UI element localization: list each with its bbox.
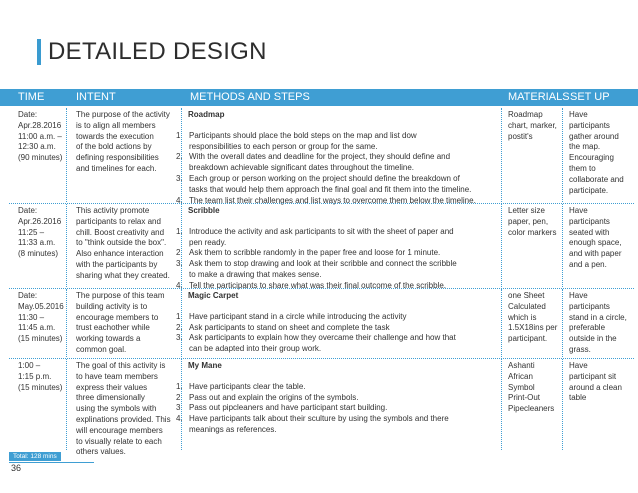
step-number: 2. bbox=[176, 392, 183, 402]
column-divider bbox=[66, 108, 67, 202]
step-number: 1. bbox=[176, 311, 183, 321]
setup-cell-line: and with paper bbox=[569, 249, 622, 259]
step-number: 1. bbox=[176, 226, 183, 236]
row-divider bbox=[9, 203, 634, 204]
setup-cell-line: gather around bbox=[569, 131, 619, 141]
time-cell-line: (15 minutes) bbox=[18, 334, 63, 344]
steps-list bbox=[176, 227, 501, 292]
materials-cell bbox=[508, 110, 562, 142]
time-cell-line: 11:25 – bbox=[18, 227, 45, 237]
step-number: 2. bbox=[176, 248, 183, 258]
step-text: With the overall dates and deadline for the project, they should define and bbox=[189, 152, 451, 162]
steps-list bbox=[176, 131, 501, 207]
setup-cell-line: around a clean bbox=[569, 382, 622, 392]
intent-cell-line: with the participants by bbox=[76, 259, 158, 269]
column-divider bbox=[562, 204, 563, 287]
materials-cell-line: Calculated bbox=[508, 301, 546, 311]
materials-cell-line: paper, pen, bbox=[508, 216, 549, 226]
column-divider bbox=[501, 204, 502, 287]
time-cell-line: May.05.2016 bbox=[18, 301, 64, 311]
intent-cell-line: and timelines for each. bbox=[76, 163, 157, 173]
step-item bbox=[176, 414, 501, 436]
time-cell-line: 1:15 p.m. bbox=[18, 371, 52, 381]
step-text: pen ready. bbox=[189, 237, 227, 247]
setup-cell-line: seated with bbox=[569, 227, 610, 237]
step-text: Have participants clear the table. bbox=[189, 381, 306, 391]
step-number: 3. bbox=[176, 403, 183, 413]
intent-cell-line: chill. Boost creativity and bbox=[76, 227, 165, 237]
methods-cell bbox=[176, 291, 501, 355]
time-cell-line: Apr.28.2016 bbox=[18, 120, 62, 130]
step-item bbox=[176, 196, 501, 207]
intent-cell bbox=[76, 110, 180, 175]
step-item bbox=[176, 174, 501, 196]
column-divider bbox=[562, 289, 563, 357]
intent-cell-line: is to align all members bbox=[76, 120, 156, 130]
materials-cell bbox=[508, 206, 562, 238]
intent-cell bbox=[76, 206, 180, 282]
setup-cell-line: participate. bbox=[569, 185, 609, 195]
setup-cell-line: stand in a circle, bbox=[569, 312, 627, 322]
time-cell-line: 1:00 – bbox=[18, 361, 41, 370]
materials-cell-line: postit's bbox=[508, 131, 533, 141]
intent-cell-line: Also enhance interaction bbox=[76, 249, 164, 259]
setup-cell bbox=[569, 361, 635, 404]
setup-cell bbox=[569, 206, 635, 271]
step-text: tasks that would help them approach the final goal and fit them into the timeline. bbox=[189, 184, 472, 194]
step-text: Ask participants to stand on sheet and complete the task bbox=[189, 322, 390, 332]
materials-cell-line: Pipecleaners bbox=[508, 404, 555, 414]
materials-cell-line: Ashanti bbox=[508, 361, 535, 370]
header-setup: SET UP bbox=[570, 91, 610, 103]
materials-cell-line: 1.5X18ins per bbox=[508, 323, 558, 333]
time-cell-line: Date: bbox=[18, 206, 38, 215]
time-cell-line: 12:30 a.m. bbox=[18, 142, 56, 152]
intent-cell bbox=[76, 361, 180, 458]
setup-cell-line: collaborate and bbox=[569, 174, 624, 184]
step-number: 1. bbox=[176, 381, 183, 391]
step-item bbox=[176, 403, 501, 414]
time-cell bbox=[18, 206, 66, 260]
intent-cell-line: defining responsibilities bbox=[76, 153, 159, 163]
time-cell-line: 11:00 a.m. – bbox=[18, 131, 62, 141]
title-accent-bar bbox=[37, 39, 41, 65]
step-text: breakdown achievable significant dates throughout the timeline. bbox=[189, 163, 415, 173]
step-number: 4. bbox=[176, 195, 183, 205]
step-text: Ask them to stop drawing and look at their scribble and connect the scribble bbox=[189, 259, 457, 269]
step-item bbox=[176, 131, 501, 153]
step-text: Participants should place the bold steps on the map and list dow bbox=[189, 130, 417, 140]
setup-cell bbox=[569, 110, 635, 196]
materials-cell-line: one Sheet bbox=[508, 291, 545, 300]
time-cell-line: Apr.26.2016 bbox=[18, 216, 62, 226]
intent-cell-line: sharing what they created. bbox=[76, 270, 170, 280]
setup-cell-line: the map. bbox=[569, 142, 601, 152]
materials-cell-line: Roadmap bbox=[508, 110, 543, 119]
intent-cell-line: to "think outside the box". bbox=[76, 238, 167, 248]
step-number: 2. bbox=[176, 152, 183, 162]
materials-cell-line: chart, marker, bbox=[508, 120, 557, 130]
materials-cell bbox=[508, 361, 562, 415]
intent-cell-line: using the symbols with bbox=[76, 404, 157, 414]
page-number: 36 bbox=[11, 463, 22, 473]
time-cell bbox=[18, 110, 66, 164]
setup-cell-line: Encouraging bbox=[569, 153, 614, 163]
intent-cell-line: The purpose of the activity bbox=[76, 110, 170, 119]
methods-cell bbox=[176, 110, 501, 206]
setup-cell-line: participants bbox=[569, 216, 610, 226]
step-text: The team list their challenges and list ways to overcome them below the timeline. bbox=[189, 195, 476, 205]
column-divider bbox=[501, 289, 502, 357]
step-text: Pass out pipcleaners and have participant start building. bbox=[189, 403, 388, 413]
intent-cell-line: encourage members to bbox=[76, 312, 159, 322]
time-cell bbox=[18, 361, 66, 393]
intent-cell-line: will encourage members bbox=[76, 425, 163, 435]
intent-cell-line: common goal. bbox=[76, 344, 127, 354]
time-cell-line: 11:30 – bbox=[18, 312, 45, 322]
setup-cell-line: participants bbox=[569, 301, 610, 311]
steps-list bbox=[176, 312, 501, 355]
activity-title: Scribble bbox=[188, 206, 220, 215]
intent-cell-line: to visually relate to each bbox=[76, 436, 162, 446]
column-divider bbox=[181, 289, 182, 357]
intent-cell-line: building activity is to bbox=[76, 301, 148, 311]
step-item bbox=[176, 259, 501, 281]
time-cell-line: Date: bbox=[18, 110, 38, 119]
footer-divider bbox=[9, 462, 94, 463]
column-divider bbox=[181, 204, 182, 287]
total-duration-badge: Total: 128 mins bbox=[9, 452, 61, 461]
time-cell-line: (15 minutes) bbox=[18, 382, 63, 392]
intent-cell-line: towards the execution bbox=[76, 131, 154, 141]
setup-cell bbox=[569, 291, 635, 356]
step-item bbox=[176, 281, 501, 292]
step-item bbox=[176, 323, 501, 334]
step-number: 4. bbox=[176, 414, 183, 424]
intent-cell-line: to have team members bbox=[76, 371, 158, 381]
time-cell-line: (90 minutes) bbox=[18, 153, 63, 163]
materials-cell-line: Letter size bbox=[508, 206, 545, 215]
step-text: Ask participants to explain how they overcame their challenge and how that bbox=[189, 333, 456, 343]
setup-cell-line: Have bbox=[569, 206, 588, 215]
step-text: can be adapted into their group work. bbox=[189, 344, 322, 354]
column-divider bbox=[501, 359, 502, 450]
column-divider bbox=[66, 204, 67, 287]
materials-cell bbox=[508, 291, 562, 345]
materials-cell-line: color markers bbox=[508, 227, 557, 237]
column-divider bbox=[66, 359, 67, 450]
materials-cell-line: African bbox=[508, 371, 533, 381]
intent-cell-line: of the bold actions by bbox=[76, 142, 152, 152]
methods-cell bbox=[176, 206, 501, 292]
materials-cell-line: Symbol bbox=[508, 382, 535, 392]
step-item bbox=[176, 312, 501, 323]
step-number: 3. bbox=[176, 173, 183, 183]
setup-cell-line: grass. bbox=[569, 344, 591, 354]
step-text: Introduce the activity and ask participants to sit with the sheet of paper and bbox=[189, 226, 454, 236]
intent-cell-line: working towards a bbox=[76, 334, 141, 344]
column-divider bbox=[181, 108, 182, 202]
setup-cell-line: enough space, bbox=[569, 238, 622, 248]
row-divider bbox=[9, 358, 634, 359]
step-number: 3. bbox=[176, 259, 183, 269]
intent-cell-line: The purpose of this team bbox=[76, 291, 165, 300]
column-divider bbox=[562, 359, 563, 450]
step-text: to make a drawing that makes sense. bbox=[189, 269, 322, 279]
setup-cell-line: preferable bbox=[569, 323, 606, 333]
step-item bbox=[176, 382, 501, 393]
row-divider bbox=[9, 288, 634, 289]
intent-cell-line: explinations provided. This bbox=[76, 414, 171, 424]
step-text: Have participant stand in a circle while introducing the activity bbox=[189, 311, 407, 321]
table-header bbox=[0, 89, 638, 106]
intent-cell-line: The goal of this activity is bbox=[76, 361, 166, 370]
step-item bbox=[176, 248, 501, 259]
step-text: Have participants talk about their sculture by using the symbols and there bbox=[189, 414, 449, 424]
setup-cell-line: Have bbox=[569, 361, 588, 370]
setup-cell-line: Have bbox=[569, 110, 588, 119]
setup-cell-line: and a pen. bbox=[569, 259, 607, 269]
intent-cell bbox=[76, 291, 180, 356]
intent-cell-line: trust eachother while bbox=[76, 323, 150, 333]
intent-cell-line: participants to relax and bbox=[76, 216, 161, 226]
materials-cell-line: which is bbox=[508, 312, 537, 322]
step-item bbox=[176, 227, 501, 249]
intent-cell-line: others values. bbox=[76, 447, 126, 457]
setup-cell-line: table bbox=[569, 393, 587, 403]
step-text: Tell the participants to share what was their final outcome of the scribble. bbox=[189, 280, 447, 290]
step-item bbox=[176, 393, 501, 404]
column-divider bbox=[501, 108, 502, 202]
steps-list bbox=[176, 382, 501, 436]
step-text: Each group or person working on the project should define the breakdown of bbox=[189, 173, 460, 183]
page-title: DETAILED DESIGN bbox=[48, 38, 267, 65]
column-divider bbox=[66, 289, 67, 357]
step-number: 3. bbox=[176, 333, 183, 343]
step-number: 4. bbox=[176, 280, 183, 290]
materials-cell-line: participant. bbox=[508, 334, 548, 344]
header-materials: MATERIALS bbox=[508, 91, 570, 103]
step-text: Pass out and explain the origins of the symbols. bbox=[189, 392, 359, 402]
intent-cell-line: This activity promote bbox=[76, 206, 150, 215]
setup-cell-line: outside in the bbox=[569, 334, 617, 344]
time-cell-line: (8 minutes) bbox=[18, 249, 59, 259]
step-text: meanings as references. bbox=[189, 424, 277, 434]
activity-title: Magic Carpet bbox=[188, 291, 239, 300]
methods-cell bbox=[176, 361, 501, 436]
intent-cell-line: express their values bbox=[76, 382, 148, 392]
materials-cell-line: Print-Out bbox=[508, 393, 541, 403]
intent-cell-line: three dimensionally bbox=[76, 393, 145, 403]
setup-cell-line: Have bbox=[569, 291, 588, 300]
header-methods: METHODS AND STEPS bbox=[190, 91, 310, 103]
time-cell-line: Date: bbox=[18, 291, 38, 300]
time-cell bbox=[18, 291, 66, 345]
activity-title: My Mane bbox=[188, 361, 222, 370]
header-time: TIME bbox=[18, 91, 45, 103]
activity-title: Roadmap bbox=[188, 110, 225, 119]
step-item bbox=[176, 333, 501, 355]
column-divider bbox=[181, 359, 182, 450]
page-title-block bbox=[37, 37, 267, 67]
time-cell-line: 11:33 a.m. bbox=[18, 238, 56, 248]
column-divider bbox=[562, 108, 563, 202]
step-number: 1. bbox=[176, 130, 183, 140]
header-intent: INTENT bbox=[76, 91, 116, 103]
setup-cell-line: participants bbox=[569, 120, 610, 130]
step-text: Ask them to scribble randomly in the paper free and loose for 1 minute. bbox=[189, 248, 441, 258]
step-number: 2. bbox=[176, 322, 183, 332]
setup-cell-line: participant sit bbox=[569, 371, 617, 381]
time-cell-line: 11:45 a.m. bbox=[18, 323, 56, 333]
step-item bbox=[176, 152, 501, 174]
step-text: responsibilities to each person or group for the same. bbox=[189, 141, 378, 151]
setup-cell-line: them to bbox=[569, 163, 596, 173]
